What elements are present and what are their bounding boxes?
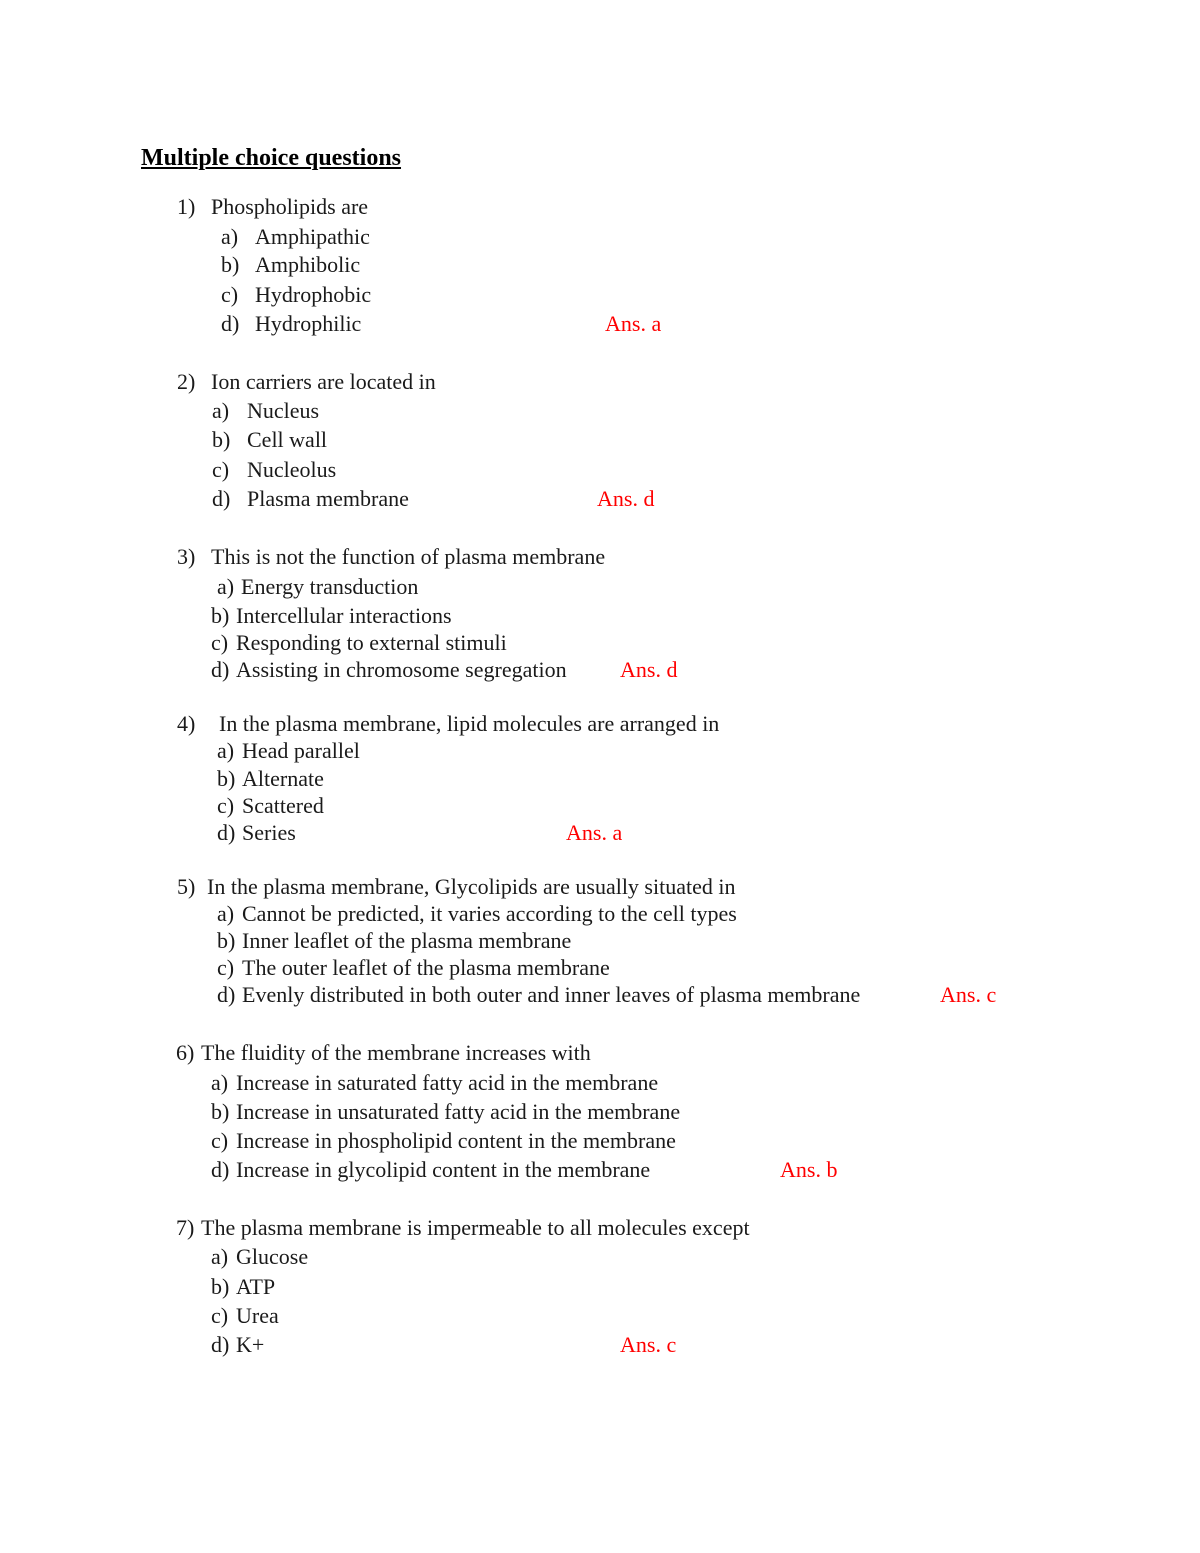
option-text: Nucleolus (247, 457, 337, 482)
answer-label: Ans. c (620, 1332, 677, 1357)
question-number: 5) (177, 874, 196, 899)
option-text: Inner leaflet of the plasma membrane (242, 928, 572, 953)
option-letter: b) (211, 603, 230, 628)
option-letter: d) (211, 1332, 230, 1357)
option-letter: c) (221, 282, 239, 307)
answer-label: Ans. b (780, 1157, 838, 1182)
option-letter: d) (221, 311, 240, 336)
option-letter: c) (211, 1128, 229, 1153)
question-text: In the plasma membrane, lipid molecules are arranged in (219, 711, 720, 736)
option-text: Amphibolic (255, 252, 361, 277)
question-number: 1) (177, 194, 196, 219)
option-text: Urea (236, 1303, 279, 1328)
option-letter: d) (217, 982, 236, 1007)
question-number: 7) (176, 1215, 195, 1240)
answer-label: Ans. a (566, 820, 623, 845)
answer-label: Ans. d (597, 486, 655, 511)
option-text: Increase in unsaturated fatty acid in the membrane (236, 1099, 681, 1124)
option-text: Assisting in chromosome segregation (236, 657, 567, 682)
question-text: The fluidity of the membrane increases with (201, 1040, 591, 1065)
question-number: 6) (176, 1040, 195, 1065)
option-text: K+ (236, 1332, 265, 1357)
option-letter: c) (217, 793, 235, 818)
page-title: Multiple choice questions (141, 145, 402, 171)
option-text: Increase in glycolipid content in the membrane (236, 1157, 651, 1182)
option-letter: b) (217, 928, 236, 953)
option-text: Responding to external stimuli (236, 630, 507, 655)
option-text: Scattered (242, 793, 324, 818)
option-letter: c) (211, 630, 229, 655)
option-letter: b) (217, 766, 236, 791)
option-text: Hydrophilic (255, 311, 362, 336)
option-letter: d) (211, 657, 230, 682)
question-text: This is not the function of plasma membrane (211, 544, 606, 569)
option-text: ATP (236, 1274, 276, 1299)
option-text: Energy transduction (241, 574, 419, 599)
answer-label: Ans. d (620, 657, 678, 682)
option-letter: d) (212, 486, 231, 511)
option-letter: b) (221, 252, 240, 277)
option-letter: c) (212, 457, 230, 482)
option-letter: c) (217, 955, 235, 980)
option-letter: d) (217, 820, 236, 845)
option-letter: a) (212, 398, 230, 423)
question-text: In the plasma membrane, Glycolipids are usually situated in (207, 874, 736, 899)
question-text: The plasma membrane is impermeable to all molecules except (201, 1215, 750, 1240)
option-text: Series (242, 820, 296, 845)
option-letter: b) (212, 427, 231, 452)
option-text: Cannot be predicted, it varies according to the cell types (242, 901, 737, 926)
option-letter: a) (211, 1244, 229, 1269)
option-letter: a) (217, 901, 235, 926)
answer-label: Ans. c (940, 982, 997, 1007)
option-letter: a) (217, 738, 235, 763)
option-text: Increase in phospholipid content in the membrane (236, 1128, 676, 1153)
option-text: Nucleus (247, 398, 320, 423)
option-letter: a) (211, 1070, 229, 1095)
option-text: Amphipathic (255, 224, 370, 249)
option-text: Alternate (242, 766, 324, 791)
option-letter: a) (217, 574, 235, 599)
option-letter: c) (211, 1303, 229, 1328)
option-letter: b) (211, 1274, 230, 1299)
option-text: Glucose (236, 1244, 309, 1269)
option-text: Cell wall (247, 427, 328, 452)
option-letter: a) (221, 224, 239, 249)
option-text: The outer leaflet of the plasma membrane (242, 955, 610, 980)
question-text: Ion carriers are located in (211, 369, 436, 394)
option-text: Evenly distributed in both outer and inner leaves of plasma membrane (242, 982, 861, 1007)
question-number: 2) (177, 369, 196, 394)
answer-label: Ans. a (605, 311, 662, 336)
question-number: 3) (177, 544, 196, 569)
option-text: Increase in saturated fatty acid in the membrane (236, 1070, 659, 1095)
option-letter: d) (211, 1157, 230, 1182)
option-text: Plasma membrane (247, 486, 409, 511)
option-text: Head parallel (242, 738, 360, 763)
option-text: Intercellular interactions (236, 603, 452, 628)
option-letter: b) (211, 1099, 230, 1124)
question-number: 4) (177, 711, 196, 736)
question-text: Phospholipids are (211, 194, 369, 219)
option-text: Hydrophobic (255, 282, 372, 307)
